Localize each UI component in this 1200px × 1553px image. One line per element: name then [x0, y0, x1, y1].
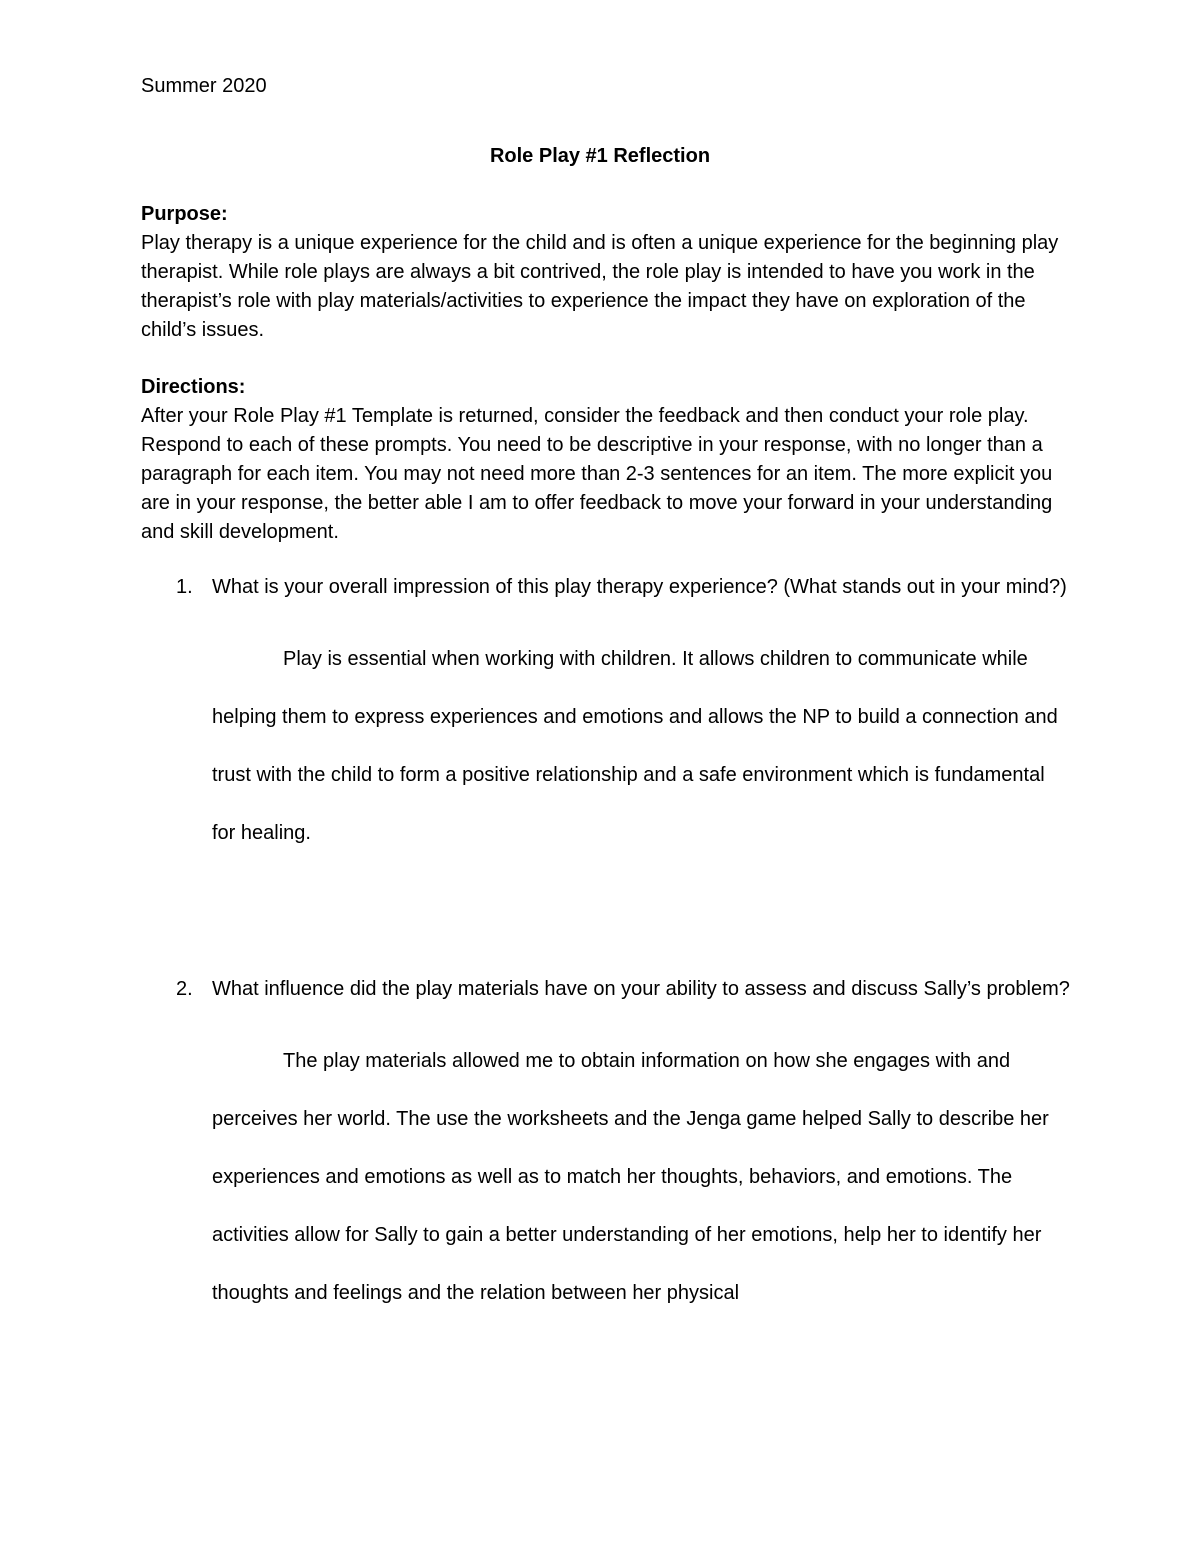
item-2-prompt-row: [141, 975, 1071, 1004]
list-item-1: [141, 573, 1071, 862]
list-item-2: [141, 975, 1071, 1322]
directions-heading: Directions:: [141, 376, 246, 398]
item-1-prompt: What is your overall impression of this play therapy experience? (What stands out in your mind?): [212, 576, 1067, 598]
document-title: Role Play #1 Reflection: [489, 145, 711, 167]
item-1-prompt-row: [141, 573, 1071, 602]
item-2-prompt: What influence did the play materials have on your ability to assess and discuss Sally’s problem?: [212, 978, 1070, 1000]
purpose-body: Play therapy is a unique experience for the child and is often a unique experience for the beginning play therapist. While role plays are always a bit contrived, the role play is intended to have you work in the therapist’s role with play materials/activities to experience the impact they have on exploration of the child’s issues.: [141, 232, 1059, 341]
directions-body: After your Role Play #1 Template is returned, consider the feedback and then conduct your role play. Respond to each of these prompts. You need to be descriptive in your response, with no longer than a paragraph for each item. You may not need more than 2-3 sentences for an item. The more explicit you are in your response, the better able I am to offer feedback to move your forward in your understanding and skill development.: [141, 405, 1053, 543]
item-1-response: Play is essential when working with children. It allows children to communicate while helping them to express experiences and emotions and allows the NP to build a connection and trust with the child to form a positive relationship and a safe environment which is fundamental for healing.: [212, 648, 1058, 844]
item-2-number: 2.: [176, 978, 193, 1000]
item-2-response: The play materials allowed me to obtain information on how she engages with and perceives her world. The use the worksheets and the Jenga game helped Sally to describe her experiences and emotions as well as to match her thoughts, behaviors, and emotions. The activities allow for Sally to gain a better understanding of her emotions, help her to identify her thoughts and feelings and the relation between her physical: [212, 1050, 1049, 1304]
purpose-section: [141, 200, 1071, 345]
directions-section: [141, 373, 1071, 547]
purpose-heading: Purpose:: [141, 203, 228, 225]
document-header: Summer 2020: [141, 75, 267, 97]
item-1-number: 1.: [176, 576, 193, 598]
